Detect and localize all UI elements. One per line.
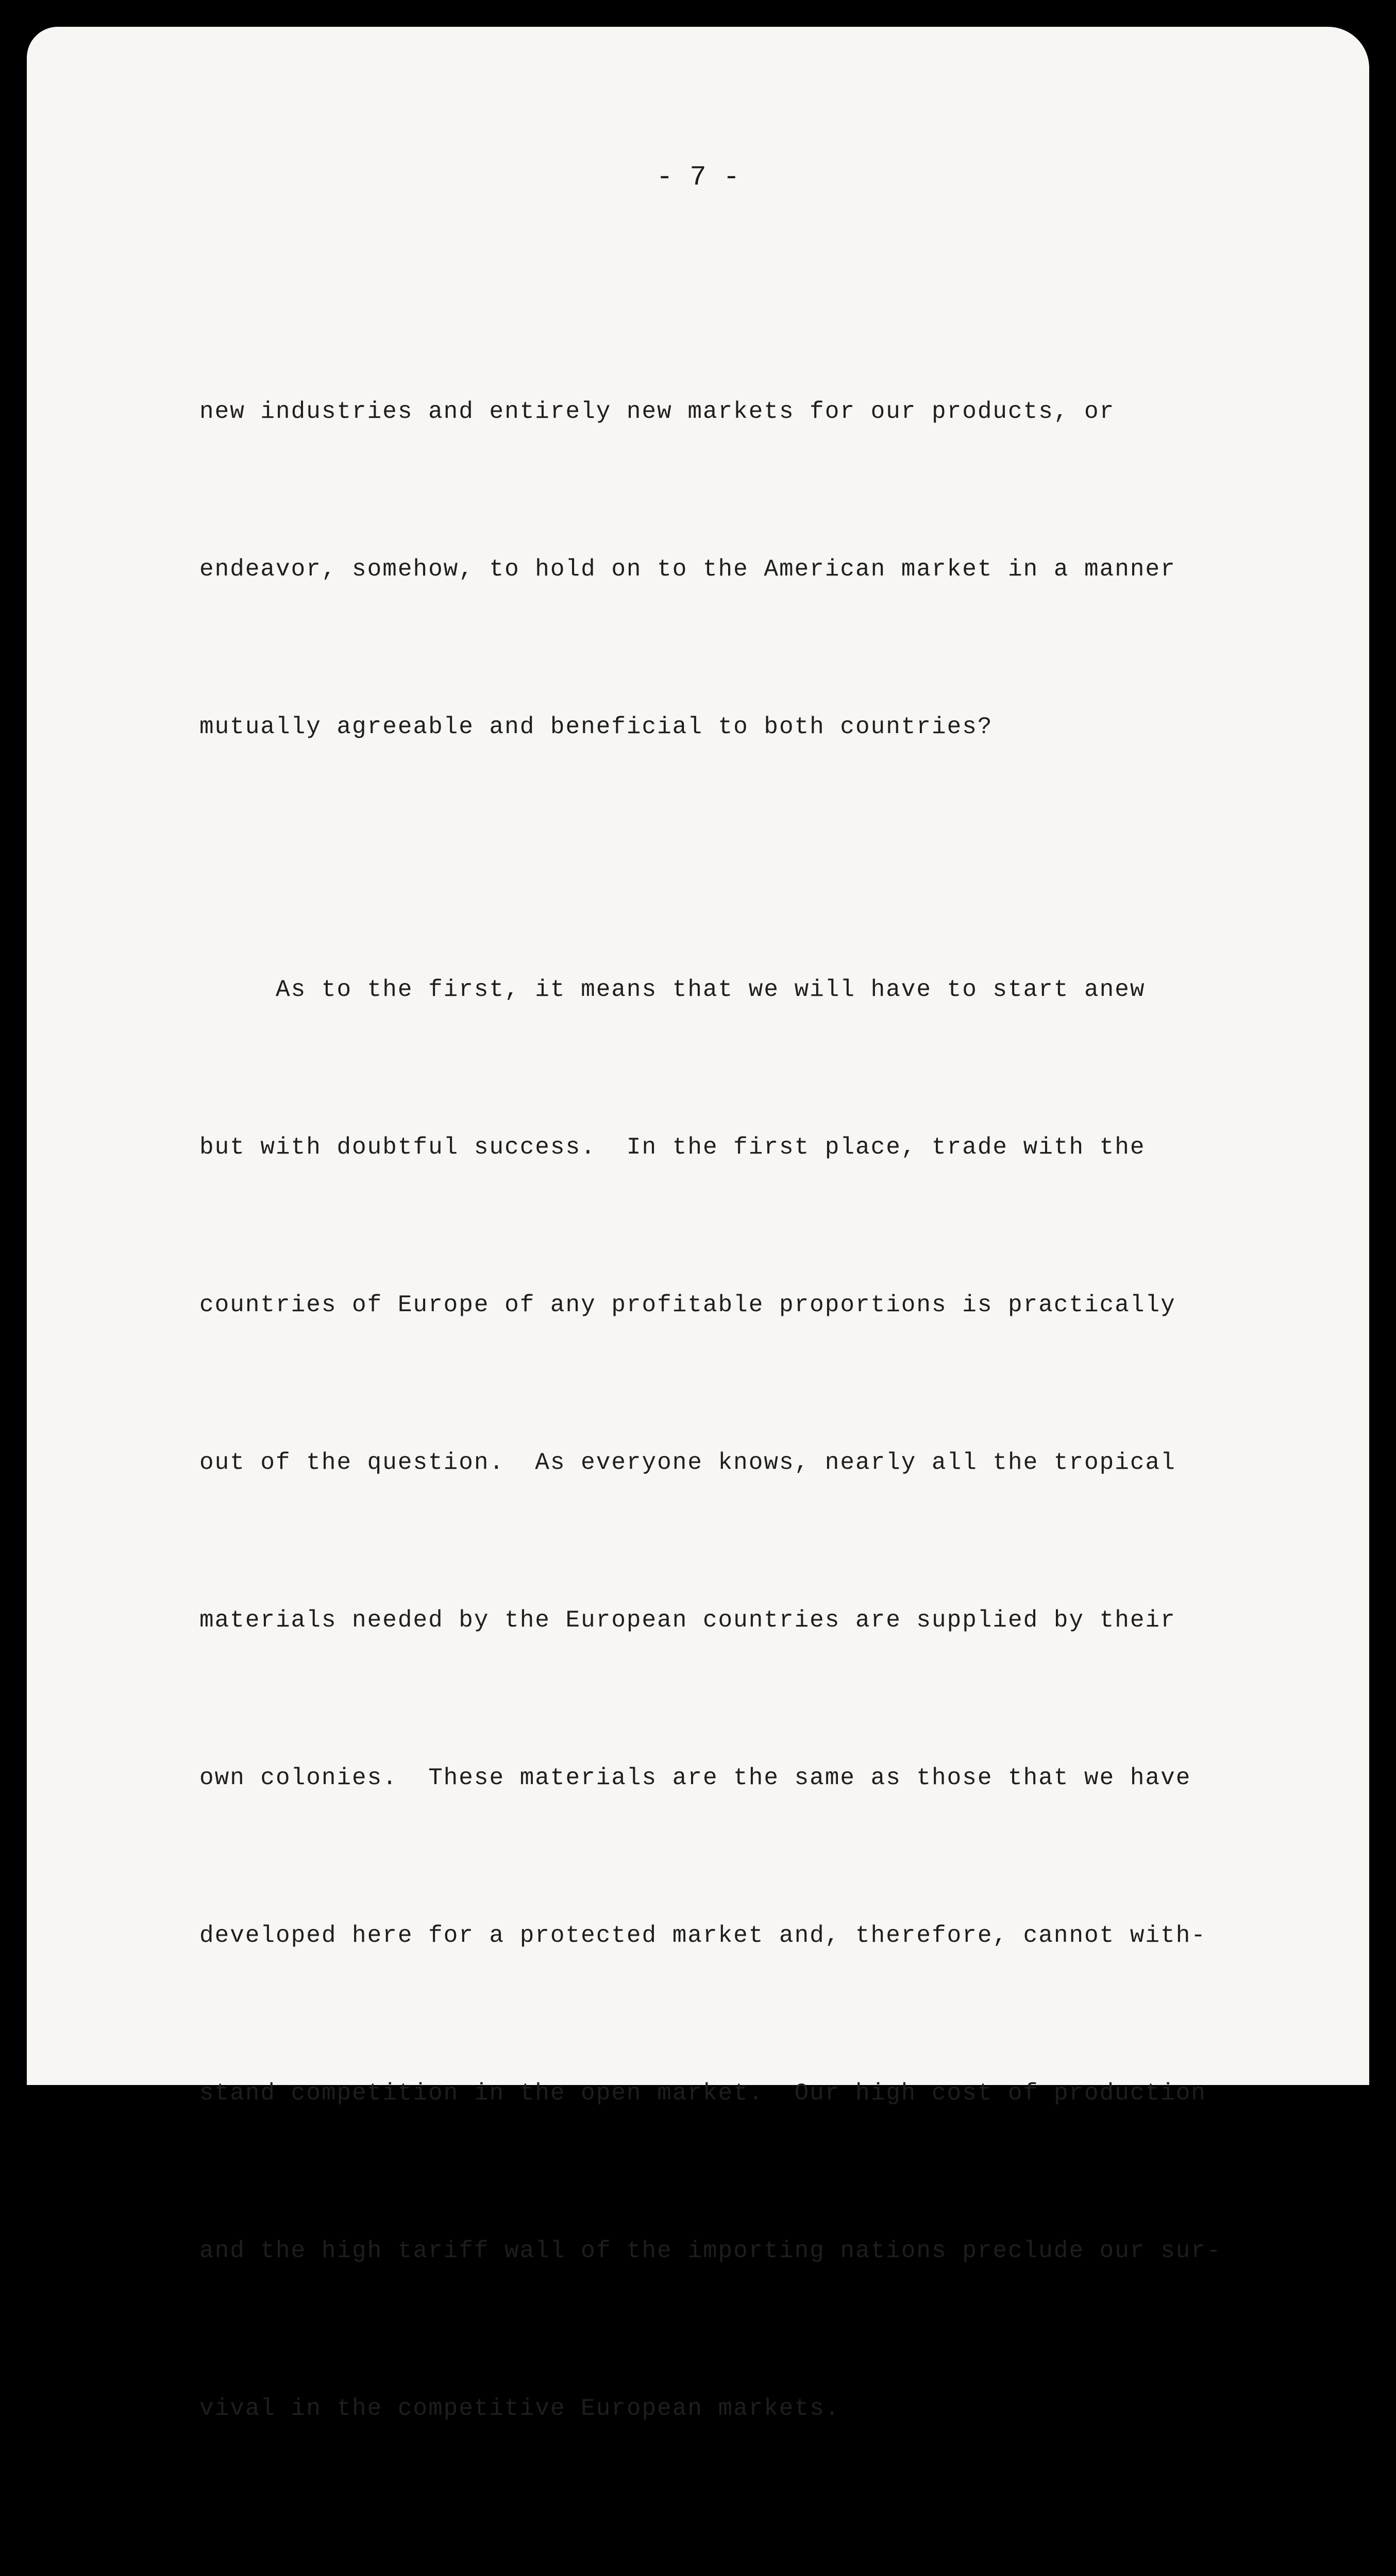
- text-line: out of the question. As everyone knows, nearly all the tropical: [199, 1449, 1176, 1476]
- page-number: - 7 -: [656, 162, 740, 193]
- text-line: endeavor, somehow, to hold on to the American market in a manner: [199, 556, 1176, 583]
- text-line: vival in the competitive European markets.: [199, 2395, 840, 2422]
- text-line: materials needed by the European countries are supplied by their: [199, 1607, 1176, 1634]
- paragraph-3: [199, 2540, 1313, 2576]
- text-line: As to the first, it means that we will have to start anew: [199, 976, 1146, 1003]
- text-line: and the high tariff wall of the importing nations preclude our sur-: [199, 2238, 1222, 2264]
- text-line: mutually agreeable and beneficial to both countries?: [199, 714, 993, 740]
- text-line: developed here for a protected market and, therefore, cannot with-: [199, 1922, 1206, 1949]
- text-line: but with doubtful success. In the first place, trade with the: [199, 1134, 1146, 1161]
- paragraph-2: [199, 858, 1313, 2540]
- text-line: own colonies. These materials are the same as those that we have: [199, 1765, 1191, 1791]
- text-line: countries of Europe of any profitable proportions is practically: [199, 1292, 1176, 1318]
- body-text: [199, 280, 1313, 2576]
- text-line: new industries and entirely new markets for our products, or: [199, 398, 1115, 425]
- paragraph-1: [199, 280, 1313, 858]
- document-page: [27, 27, 1369, 2422]
- text-line: stand competition in the open market. Our high cost of production: [199, 2080, 1206, 2107]
